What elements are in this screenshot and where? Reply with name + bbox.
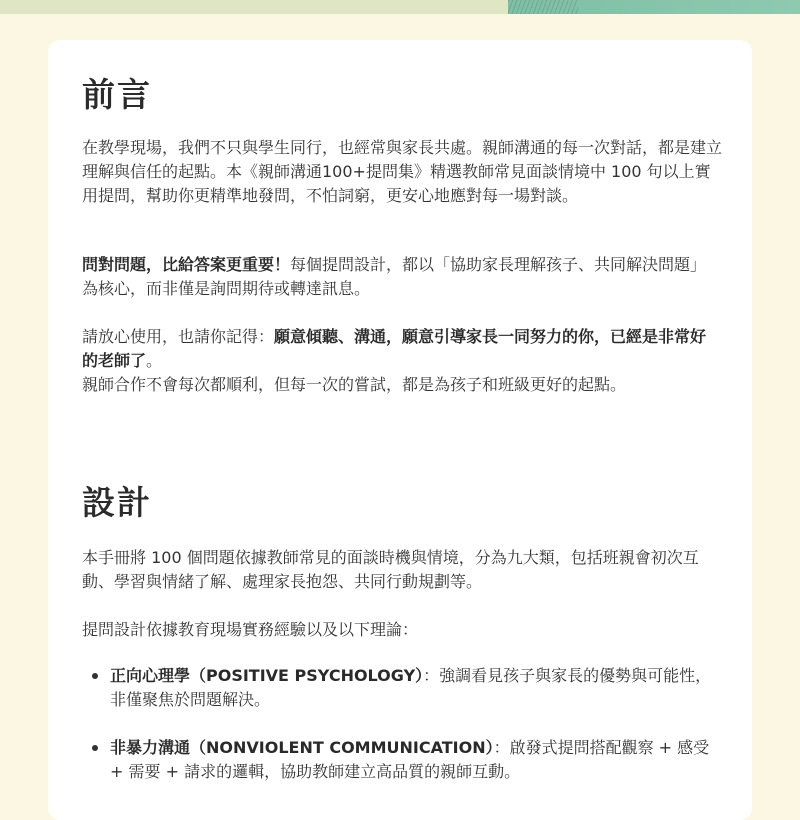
theory-name: 非暴力溝通（NONVIOLENT COMMUNICATION） [110, 738, 494, 757]
preface-paragraph-2-text: 每個提問設計，都以「協助家長理解孩子、共同解決問題」為核心，而非僅是詢問期待或轉達訊息。 [82, 255, 707, 298]
bullet-icon [92, 745, 98, 751]
list-item [82, 736, 722, 784]
theory-description: ：強調看見孩子與家長的優勢與可能性，非僅聚焦於問題解決。 [110, 666, 712, 709]
list-item [82, 664, 722, 712]
theory-list [82, 664, 722, 808]
top-banner [0, 0, 800, 14]
theory-description: ：啟發式提問搭配觀察 + 感受 + 需要 + 請求的邏輯，協助教師建立高品質的親師互動。 [110, 738, 710, 781]
preface-paragraph-3-lead: 請放心使用，也請你記得： [82, 327, 275, 346]
preface-paragraph-2 [82, 253, 722, 301]
design-paragraph-1: 本手冊將 100 個問題依據教師常見的面談時機與情境，分為九大類，包括班親會初次互動、學習與情緒了解、處理家長抱怨、共同行動規劃等。 [82, 548, 699, 591]
preface-emphasis: 問對問題，比給答案更重要！ [82, 255, 291, 274]
preface-paragraph-3-emphasis: 願意傾聽、溝通，願意引導家長一同努力的你，已經是非常好的老師了 [82, 327, 707, 370]
preface-paragraph-3 [82, 325, 722, 397]
content-card [48, 40, 752, 820]
preface-paragraph-1: 在教學現場，我們不只與學生同行，也經常與家長共處。親師溝通的每一次對話，都是建立理解與信任的起點。本《親師溝通100+提問集》精選教師常見面談情境中 100 句以上實用提問，幫助你更精準地發問，不怕詞窮，更安心地應對每一場對談。 [82, 138, 723, 205]
theory-name: 正向心理學（POSITIVE PSYCHOLOGY） [110, 666, 424, 685]
bullet-icon [92, 673, 98, 679]
preface-paragraph-3-line2: 親師合作不會每次都順利，但每一次的嘗試，都是為孩子和班級更好的起點。 [82, 375, 627, 394]
section-title-preface: 前言 [82, 75, 152, 114]
preface-paragraph-3-end: 。 [146, 351, 163, 370]
design-paragraph-2: 提問設計依據教育現場實務經驗以及以下理論： [82, 620, 419, 639]
section-title-design: 設計 [82, 483, 152, 522]
banner-texture [508, 0, 578, 14]
